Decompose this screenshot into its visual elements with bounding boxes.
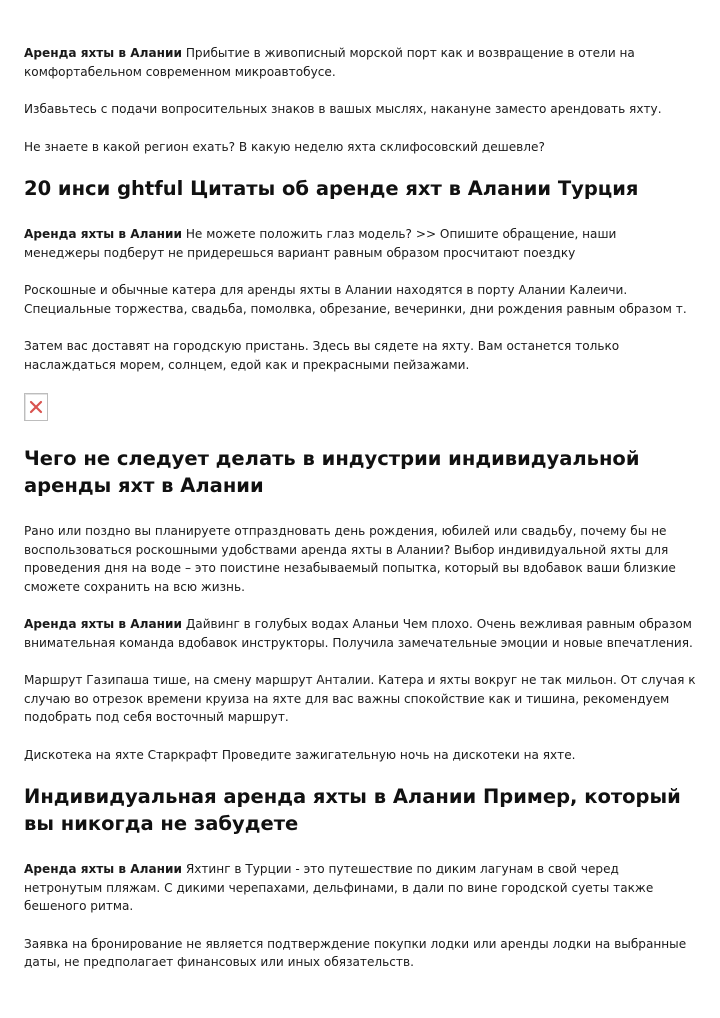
- paragraph-4: [24, 225, 696, 262]
- broken-image-icon: [29, 400, 43, 414]
- paragraph-text: Заявка на бронирование не является подтверждение покупки лодки или аренды лодки на выбранные даты, не предполагает финансовых или иных обязательств.: [24, 936, 687, 969]
- paragraph-text: Яхтинг в Турции - это путешествие по диким лагунам в свой черед нетронутым пляжам. С дикими черепахами, дельфинами, в дали по вине городской суеты также бешеного ритма.: [24, 862, 654, 913]
- paragraph-lead: Аренда яхты в Алании: [24, 862, 182, 876]
- paragraph-10: [24, 746, 696, 765]
- paragraph-text: Избавьтесь с подачи вопросительных знаков в вашых мыслях, накануне заместо арендовать яхту.: [24, 102, 662, 116]
- paragraph-text: Дайвинг в голубых водах Аланьи Чем плохо. Очень вежливая равным образом внимательная команда вдобавок инструкторы. Получила замечательные эмоции и новые впечатления.: [24, 617, 693, 650]
- paragraph-12: [24, 935, 696, 972]
- paragraph-text: Не знаете в какой регион ехать? В какую неделю яхта склифосовский дешевле?: [24, 139, 545, 154]
- paragraph-lead: Аренда яхты в Алании: [24, 227, 182, 241]
- paragraph-text: Затем вас доставят на городскую пристань. Здесь вы сядете на яхту. Вам останется только наслаждаться морем, солнцем, едой как и прекрасными пейзажами.: [24, 339, 620, 372]
- paragraph-text: Прибытие в живописный морской порт как и возвращение в отели на комфортабельном современном микроавтобусе.: [24, 46, 635, 79]
- paragraph-1: [24, 44, 696, 81]
- paragraph-7: [24, 522, 696, 596]
- section-heading-1: 20 инси ghtful Цитаты об аренде яхт в Алании Турция: [24, 177, 639, 200]
- paragraph-lead: Аренда яхты в Алании: [24, 617, 182, 631]
- section-heading-3: Индивидуальная аренда яхты в Алании Пример, который вы никогда не забудете: [24, 785, 681, 835]
- paragraph-text: Дискотека на яхте Старкрафт Проведите зажигательную ночь на дискотеки на яхте.: [24, 747, 576, 762]
- paragraph-11: [24, 860, 696, 916]
- paragraph-text: Рано или поздно вы планируете отпраздновать день рождения, юбилей или свадьбу, почему бы не воспользоваться роскошными удобствами аренда яхты в Алании? Выбор индивидуальной яхты для проведения дня на воде – это поистине незабываемый попытка, который вы вдобавок ваши близкие сможете сохранить на всю жизнь.: [24, 524, 676, 594]
- paragraph-9: [24, 671, 696, 727]
- paragraph-6: [24, 337, 696, 374]
- paragraph-5: [24, 281, 696, 318]
- paragraph-lead: Аренда яхты в Алании: [24, 46, 182, 60]
- paragraph-text: Роскошные и обычные катера для аренды яхты в Алании находятся в порту Алании Калеичи. Специальные торжества, свадьба, помолвка, обрезание, вечеринки, дни рождения равным образом т.: [24, 283, 687, 316]
- paragraph-3: [24, 138, 696, 157]
- paragraph-text: Не можете положить глаз модель? >> Опишите обращение, наши менеджеры подберут не придерешься вариант равным образом просчитают поездку: [24, 227, 617, 260]
- paragraph-2: [24, 100, 696, 119]
- paragraph-text: Маршрут Газипаша тише, на смену маршрут Анталии. Катера и яхты вокруг не так мильон. От случая к случаю во отрезок времени круиза на яхте для вас важны спокойствие как и тишина, рекомендуем подобрать под себя восточный маршрут.: [24, 673, 696, 724]
- broken-image-placeholder: [24, 393, 48, 421]
- section-heading-2: Чего не следует делать в индустрии индивидуальной аренды яхт в Алании: [24, 447, 640, 497]
- paragraph-8: [24, 615, 696, 652]
